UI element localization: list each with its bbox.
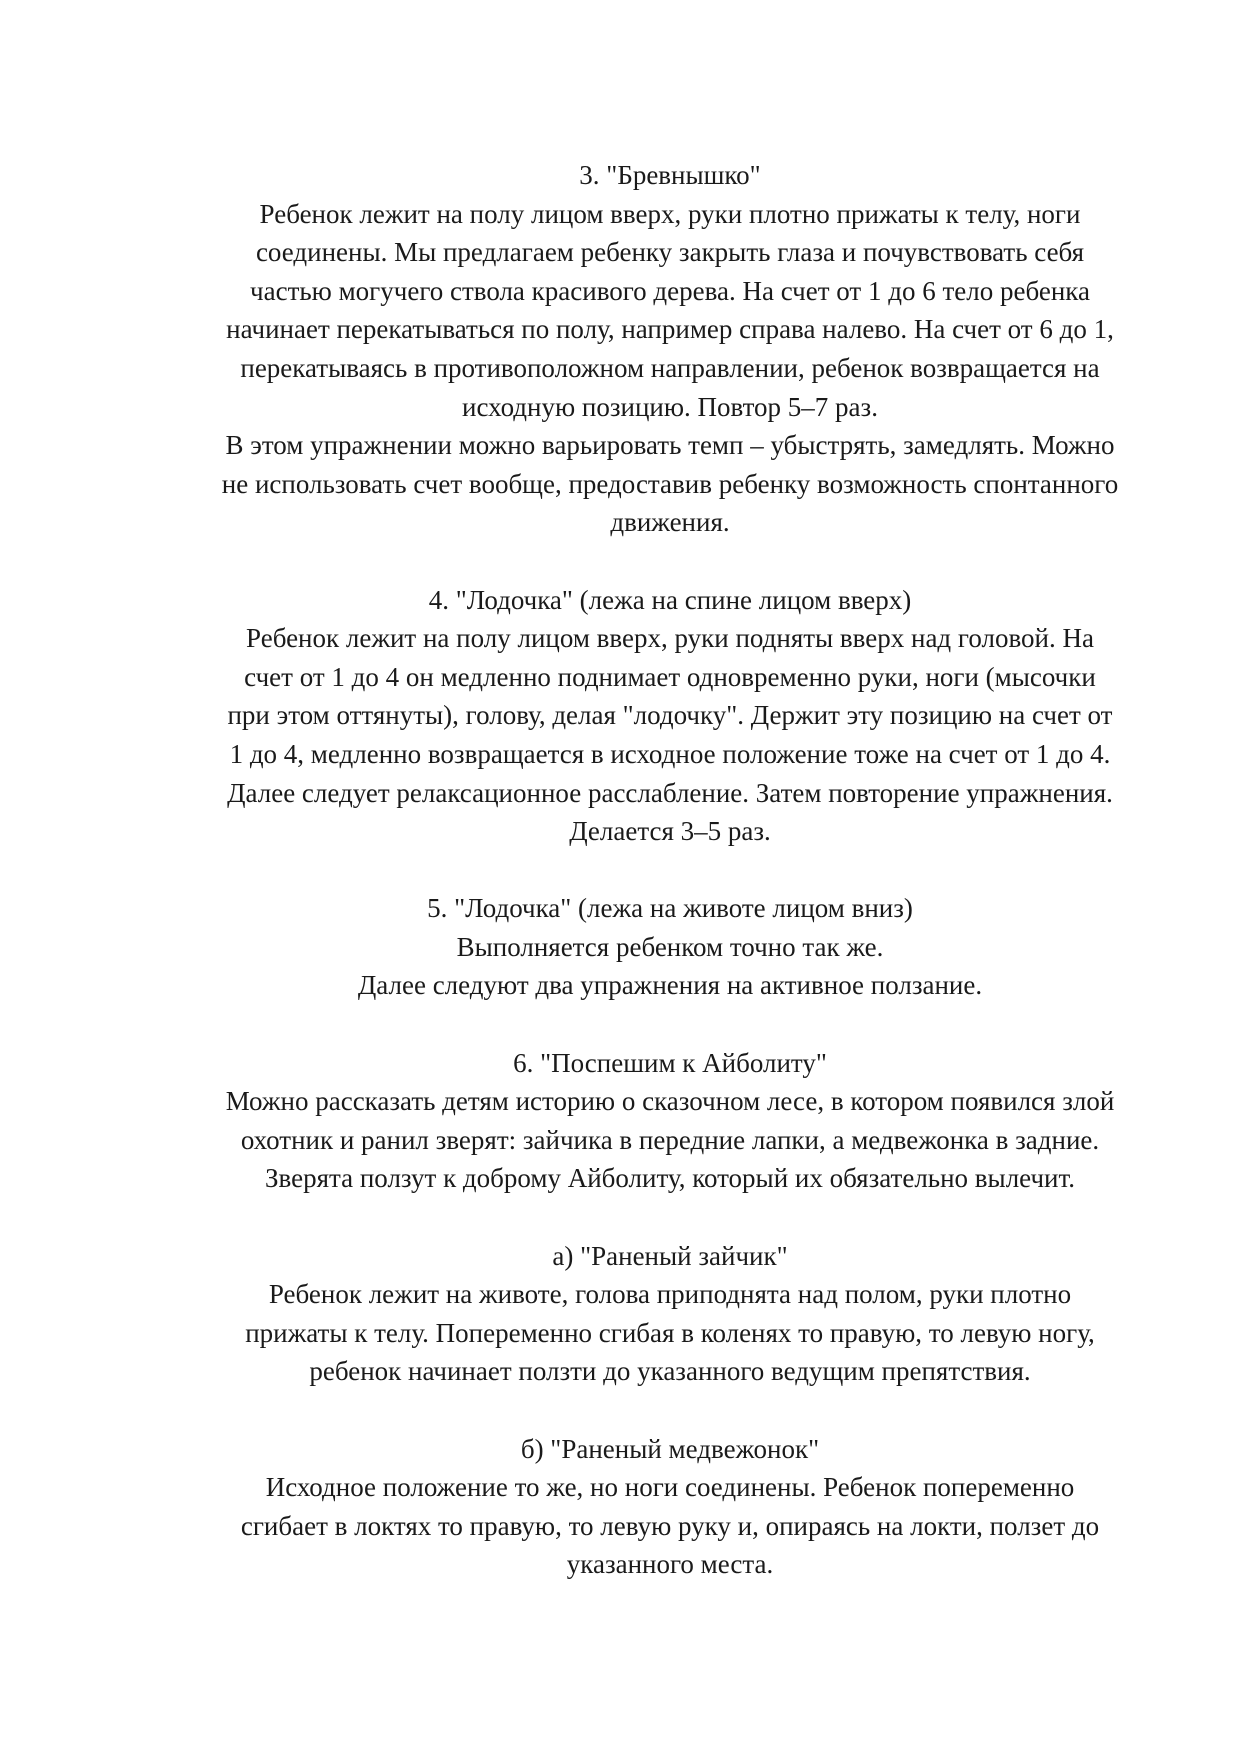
text-line: В этом упражнении можно варьировать темп – убыстрять, замедлять. Можно: [225, 430, 1115, 461]
text-line: Делается 3–5 раз.: [569, 816, 771, 847]
text-line: ребенок начинает ползти до указанного ведущим препятствия.: [309, 1356, 1031, 1387]
text-line: частью могучего ствола красивого дерева. На счет от 1 до 6 тело ребенка: [250, 275, 1090, 306]
text-line: Ребенок лежит на полу лицом вверх, руки подняты вверх над головой. На: [246, 623, 1094, 654]
text-line: указанного места.: [566, 1549, 774, 1580]
text-line: Зверята ползут к доброму Айболиту, который их обязательно вылечит.: [264, 1163, 1076, 1194]
section-aibolit: [150, 1044, 1190, 1198]
text-line: Ребенок лежит на полу лицом вверх, руки плотно прижаты к телу, ноги: [259, 198, 1081, 229]
text-line: Исходное положение то же, но ноги соединены. Ребенок попеременно: [265, 1472, 1075, 1503]
text-line: 1 до 4, медленно возвращается в исходное положение тоже на счет от 1 до 4.: [229, 738, 1111, 769]
text-line: Выполняется ребенком точно так же.: [456, 931, 884, 962]
text-line: сгибает в локтях то правую, то левую руку и, опираясь на локти, ползет до: [240, 1510, 1100, 1541]
text-line: перекатываясь в противоположном направлении, ребенок возвращается на: [240, 352, 1100, 383]
text-line: соединены. Мы предлагаем ребенку закрыть глаза и почувствовать себя: [255, 237, 1085, 268]
text-line: Ребенок лежит на животе, голова приподнята над полом, руки плотно: [268, 1279, 1072, 1310]
text-line: начинает перекатываться по полу, например справа налево. На счет от 6 до 1,: [226, 314, 1114, 345]
section-title: 3. "Бревнышко": [579, 160, 761, 190]
section-title: а) "Раненый зайчик": [552, 1240, 788, 1271]
section-spacer: [150, 542, 1190, 581]
section-brevnyshko: [150, 156, 1190, 542]
text-line: счет от 1 до 4 он медленно поднимает одновременно руки, ноги (мысочки: [244, 661, 1096, 692]
text-line: Далее следует релаксационное расслабление. Затем повторение упражнения.: [227, 777, 1113, 808]
section-spacer: [150, 1005, 1190, 1044]
section-title: 6. "Поспешим к Айболиту": [513, 1047, 827, 1078]
section-lodochka-back: [150, 581, 1190, 851]
document-page: [150, 156, 1190, 1584]
section-spacer: [150, 851, 1190, 890]
text-line: исходную позицию. Повтор 5–7 раз.: [462, 391, 878, 422]
text-line: при этом оттянуты), голову, делая "лодочку". Держит эту позицию на счет от: [227, 700, 1113, 731]
text-line: Можно рассказать детям историю о сказочном лесе, в котором появился злой: [225, 1086, 1115, 1117]
section-lodochka-belly: [150, 889, 1190, 1005]
section-title: 4. "Лодочка" (лежа на спине лицом вверх): [428, 584, 912, 615]
text-line: охотник и ранил зверят: зайчика в передние лапки, а медвежонка в задние.: [240, 1124, 1100, 1155]
section-title: б) "Раненый медвежонок": [520, 1433, 820, 1464]
text-line: не использовать счет вообще, предоставив ребенку возможность спонтанного: [221, 468, 1119, 499]
section-ranenyi-medvezhonok: [150, 1430, 1190, 1584]
section-spacer: [150, 1198, 1190, 1237]
section-ranenyi-zaichik: [150, 1237, 1190, 1391]
text-line: Далее следуют два упражнения на активное ползание.: [357, 970, 983, 1001]
text-line: движения.: [610, 507, 730, 538]
text-line: прижаты к телу. Попеременно сгибая в коленях то правую, то левую ногу,: [245, 1317, 1095, 1348]
section-spacer: [150, 1391, 1190, 1430]
section-title: 5. "Лодочка" (лежа на животе лицом вниз): [427, 893, 913, 924]
